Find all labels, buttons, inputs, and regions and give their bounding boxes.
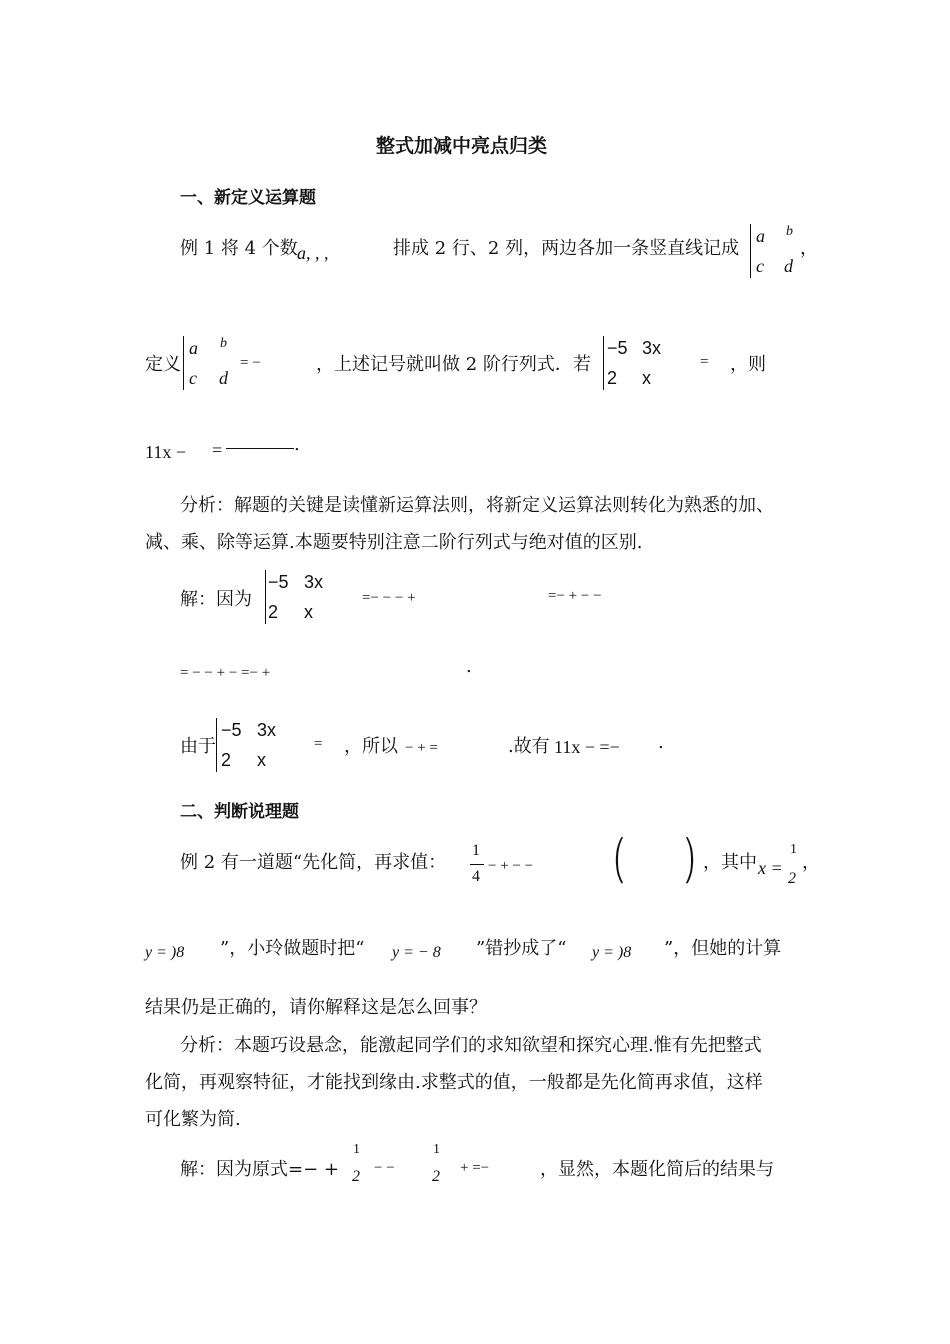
- det-d: d: [784, 256, 793, 276]
- example2-mistake-intro: ”，小玲做题时把“: [220, 938, 365, 959]
- sol-det-bl: 2: [268, 602, 279, 622]
- det-a: a: [756, 226, 765, 246]
- sol-det-br: x: [304, 602, 313, 622]
- solution1-since: 由于: [180, 736, 216, 757]
- sol-det-left-bar: [265, 570, 266, 624]
- example2-frac-den: 4: [472, 868, 480, 885]
- solution2-frac1-num: 1: [353, 1142, 360, 1157]
- solution2-frac2-den: 2: [432, 1168, 440, 1185]
- definition-label: 定义: [145, 354, 181, 375]
- def-det-left-bar: [183, 336, 184, 390]
- solution1-because: 解：因为: [180, 589, 252, 610]
- since-det-br: x: [257, 750, 266, 770]
- solution2-end-expr: + =−: [460, 1160, 490, 1176]
- example2-close-brace: ⎞ ⎠: [684, 839, 695, 884]
- definition-description: ，上述记号就叫做 2 阶行列式．若: [316, 354, 591, 375]
- given-det-tl: −5: [607, 338, 628, 358]
- example2-frac-bar: [470, 864, 484, 865]
- question-period: .: [294, 434, 300, 455]
- example2-where: ，其中: [703, 852, 757, 873]
- page-title: 整式加减中亮点归类: [376, 135, 548, 157]
- analysis2-line1: 分析：本题巧设悬念，能激起同学们的求知欲望和探究心理.惟有先把整式: [180, 1035, 762, 1056]
- solution2-frac1-den: 2: [352, 1168, 360, 1185]
- def-det-c: c: [189, 368, 197, 388]
- example2-x-num: 1: [790, 842, 797, 857]
- given-det-tr: 3x: [642, 338, 662, 358]
- given-equals: =: [700, 354, 709, 370]
- given-det-left-bar: [603, 336, 604, 390]
- solution2-start: 解：因为原式=− +: [180, 1159, 339, 1180]
- solution1-simplify: = − − + − =− +: [180, 665, 271, 681]
- section-heading-1: 一、新定义运算题: [180, 188, 316, 208]
- solution1-equation: − + =: [405, 740, 438, 756]
- example2-comma: ，: [802, 852, 820, 873]
- question-expression: 11x −: [145, 442, 186, 462]
- solution1-therefore: ，所以: [344, 736, 398, 757]
- example1-then: ，则: [730, 354, 766, 375]
- def-det-d: d: [219, 368, 228, 388]
- det-left-bar: [750, 224, 751, 278]
- example1-vars: a, , ,: [297, 243, 329, 263]
- analysis2-line2: 化简，再观察特征，才能找到缘由.求整式的值，一般都是先化简再求值，这样: [145, 1072, 763, 1093]
- solution2-frac2-num: 1: [433, 1142, 440, 1157]
- analysis1-line2: 减、乘、除等运算.本题要特别注意二阶行列式与绝对值的区别.: [145, 532, 643, 553]
- solution1-answer-period: .: [658, 732, 664, 753]
- example2-frac-num: 1: [472, 842, 480, 859]
- example2-open-brace: ⎛ ⎝: [614, 839, 625, 884]
- example2-y-wrong: y = )8: [592, 944, 632, 961]
- solution1-answer: 11x − =−: [554, 737, 620, 757]
- sol-det-tl: −5: [268, 572, 289, 592]
- given-det-bl: 2: [607, 368, 618, 388]
- example1-intro: 例 1 将 4 个数: [180, 238, 298, 259]
- solution1-hence: .故有: [508, 736, 550, 757]
- example2-question: 结果仍是正确的，请你解释这是怎么回事？: [145, 997, 487, 1018]
- example2-intro: 例 2 有一道题“先化简，再求值：: [180, 852, 447, 873]
- example1-comma: ，: [800, 238, 818, 259]
- definition-expression: = −: [240, 355, 261, 371]
- sol-det-tr: 3x: [304, 572, 324, 592]
- def-det-a: a: [189, 338, 198, 358]
- example2-x-value: x =: [758, 858, 783, 878]
- since-det-left-bar: [216, 718, 217, 772]
- question-equals: =: [212, 440, 223, 460]
- example2-copied-as: ”错抄成了“: [476, 938, 567, 959]
- det-c: c: [756, 256, 764, 276]
- solution1-expansion: =− − − +: [362, 590, 416, 606]
- solution2-mid: − −: [374, 1160, 395, 1176]
- analysis2-line3: 可化繁为简.: [145, 1109, 241, 1130]
- det-b: b: [786, 224, 793, 239]
- def-det-b: b: [220, 336, 227, 351]
- example2-y-correct: y = − 8: [392, 944, 441, 961]
- given-det-br: x: [642, 368, 651, 388]
- example2-y-value: y = )8: [145, 944, 185, 961]
- example2-but: ”，但她的计算: [664, 938, 782, 959]
- example2-x-den: 2: [788, 870, 796, 887]
- since-equals: =: [314, 736, 323, 752]
- example2-expression: − + − −: [488, 858, 534, 874]
- example1-arrangement: 排成 2 行、2 列，两边各加一条竖直线记成: [393, 238, 740, 259]
- answer-blank: [226, 448, 294, 449]
- analysis1-line1: 分析：解题的关键是读懂新运算法则，将新定义运算法则转化为熟悉的加、: [180, 495, 774, 516]
- section-heading-2: 二、判断说理题: [180, 802, 299, 822]
- since-det-tl: −5: [221, 720, 242, 740]
- since-det-bl: 2: [221, 750, 232, 770]
- solution1-expansion-2: =− + − −: [548, 588, 602, 604]
- solution1-simplify-period: .: [466, 656, 472, 677]
- solution2-end-text: ，显然，本题化简后的结果与: [540, 1159, 774, 1180]
- since-det-tr: 3x: [257, 720, 277, 740]
